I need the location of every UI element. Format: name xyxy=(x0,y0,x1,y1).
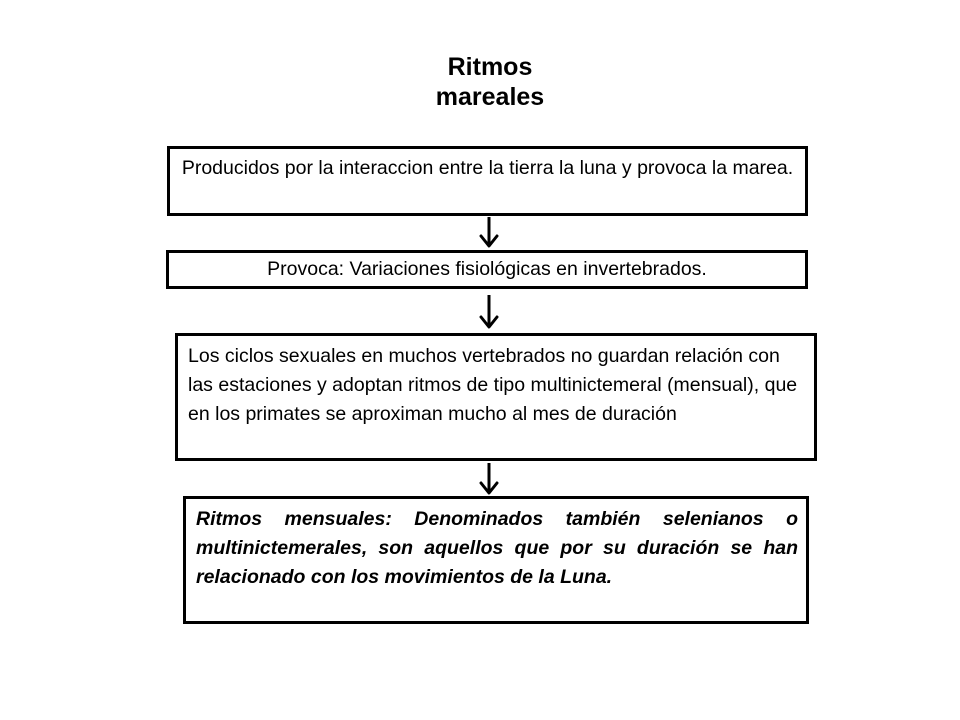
flow-box-effect-text: Provoca: Variaciones fisiológicas en invertebrados. xyxy=(267,258,707,280)
flow-box-sexual-cycles-text: Los ciclos sexuales en muchos vertebrados no guardan relación con las estaciones y adoptan ritmos de tipo multinictemeral (mensual), que en los primates se aproximan mucho al mes de duración xyxy=(188,345,798,425)
flow-box-origin xyxy=(167,146,808,216)
flow-box-monthly-rhythms xyxy=(183,496,809,624)
flow-box-origin-text: Producidos por la interaccion entre la tierra la luna y provoca la marea. xyxy=(181,157,794,179)
flow-box-effect xyxy=(166,250,808,289)
arrow-1-down-icon xyxy=(481,217,497,246)
arrow-3-down-icon xyxy=(481,463,497,493)
title-line-1: Ritmos xyxy=(447,53,533,81)
diagram-title xyxy=(380,52,600,112)
arrow-2-down-icon xyxy=(481,295,497,327)
flow-box-sexual-cycles xyxy=(175,333,817,461)
title-line-2: mareales xyxy=(435,83,545,111)
flow-box-monthly-rhythms-text: Ritmos mensuales: Denominados también selenianos o multinictemerales, son aquellos que por su duración se han relacionado con los movimientos de la Luna. xyxy=(196,508,798,588)
